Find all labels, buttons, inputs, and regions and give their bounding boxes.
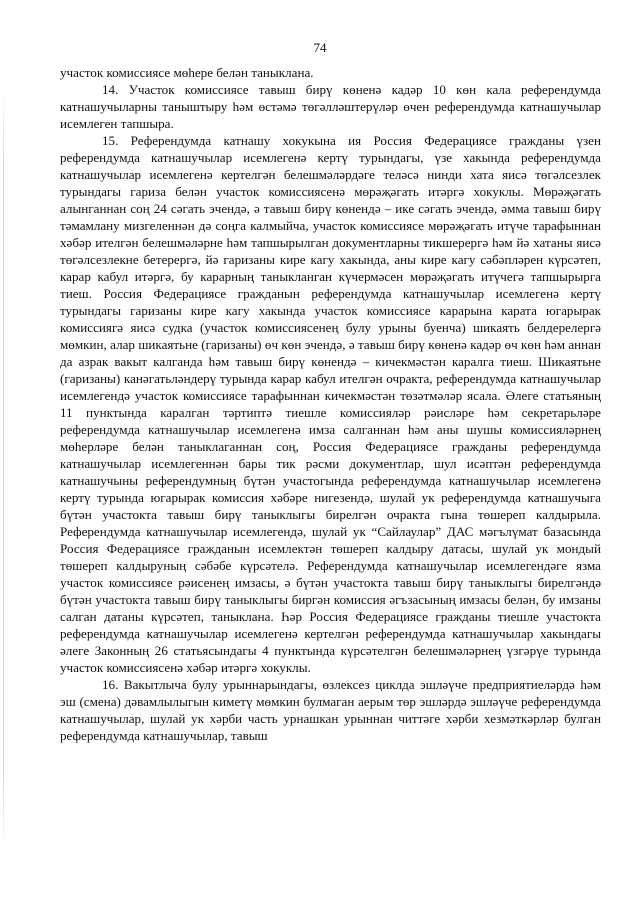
paragraph-continuation: участок комиссиясе мөһере белән таныклана. xyxy=(60,65,314,80)
paragraph-14: 14. Участок комиссиясе тавыш бирү көненә кадәр 10 көн кала референдумда катнашучыларны таныштыру һәм өстәмә төгәлләштерүләр өчен референдумда катнашучылар исемлеген тапшыра. xyxy=(60,82,601,131)
scan-edge-mark xyxy=(3,90,4,850)
body-text xyxy=(60,64,601,744)
page-number: 74 xyxy=(313,40,327,55)
paragraph-15: 15. Референдумда катнашу хокукына ия Россия Федерациясе гражданы үзен референдумда катнашучылар исемлегенә кертү турындагы, үзе хакында референдумда катнашучылар исемлегенә кертелгән белешмәләрдәге теләсә нинди хата яисә төгәлсезлек турындагы гариза белән участок комиссиясенә мөрәҗәгать итәргә хокуклы. Мөрәҗәгать алынганнан соң 24 сәгать эчендә, ә тавыш бирү көнендә – ике сәгать эчендә, әмма тавыш бирү тәмамлану мизгеленнән дә соңга калмыйча, участок комиссиясе мөрәҗәгать итүче тарафыннан хәбәр ителгән белешмәләрне һәм тапшырылган документларны тикшерергә һәм йә хатаны яисә төгәлсезлекне бетерергә, йә гаризаны кире кагу хакында, аны кире кагу сәбәпләрен күрсәтеп, карар кабул итәргә, бу карарның таныкланган күчермәсен мөрәҗәгать итүчегә тапшырырга тиеш. Россия Федерациясе гражданын референдумда катнашучылар исемлегенә кертү турындагы гаризаны кире кагу хакында участок комиссиясе карарына карата югарырак комиссиягә яисә судка (участок комиссиясенең булу урыны буенча) шикаять белдерелергә мөмкин, алар шикаятьне (гаризаны) өч көн эчендә, ә тавыш бирү көненә кадәр өч көн һәм аннан да азрак вакыт калганда һәм тавыш бирү көнендә – кичекмәстән каралга тиеш. Шикаятьне (гаризаны) канәгатьләндерү турында карар кабул ителгән очракта, референдумда катнашучылар исемлегендә участок комиссиясе тарафыннан кичекмәстән төзәтмәләр ясала. Әлеге статьяның 11 пунктында каралган тәртиптә тиешле комиссияләр рәисләре һәм секретарьләре референдумда катнашучылар исемлегенә имза салганнан һәм аны шушы комиссияләрнең мөһерләре белән таныклаганнан соң, Россия Федерациясе гражданы референдумда катнашучылар исемлегеннән бары тик рәсми документлар, шул исәптән референдумда катнашучыны референдумның бүтән участогында референдумда катнашучылар исемлегенә кертү турында югарырак комиссия хәбәре нигезендә, шулай ук референдумда катнашучыга бүтән участокта тавыш бирү таныклыгы бирелгән очракта гына төшереп калдырыла. Референдумда катнашучылар исемлегендә, шулай ук “Сайлаулар” ДАС мәгълүмат базасында Россия Федерациясе гражданын исемлектән төшереп калдыру датасы, шулай ук мондый төшереп калдыруның сәбәбе күрсәтелә. Референдумда катнашучылар исемлегендәге язма участок комиссиясе рәисенең имзасы, ә бүтән участокта тавыш бирү таныклыгы бирелгәндә бүтән участокта тавыш бирү таныклыгы биргән комиссия әгъзасының имзасы белән, бу имзаны салган датаны күрсәтеп, таныклана. Һәр Россия Федерациясе гражданы тиешле участокта референдумда катнашучылар исемлегенә кертелгән референдумда катнашучылар хакындагы әлеге Законның 26 статьясындагы 4 пунктында күрсәтелгән белешмәләрнең үзгәрүе турында участок комиссиясенә хәбәр итәргә хокуклы. xyxy=(60,133,601,675)
paragraph-16: 16. Вакытлыча булу урыннарындагы, өзлексез циклда эшләүче предприятиеләрдә һәм эш (смена) дәвамлылыгын киметү мөмкин булмаган аерым төр эшләрдә эшләүче референдумда катнашучылар, шулай ук хәрби часть урнашкан урыннан читтәге хәрби хезмәткәрләр булган референдумда катнашучылар, тавыш xyxy=(60,677,601,743)
